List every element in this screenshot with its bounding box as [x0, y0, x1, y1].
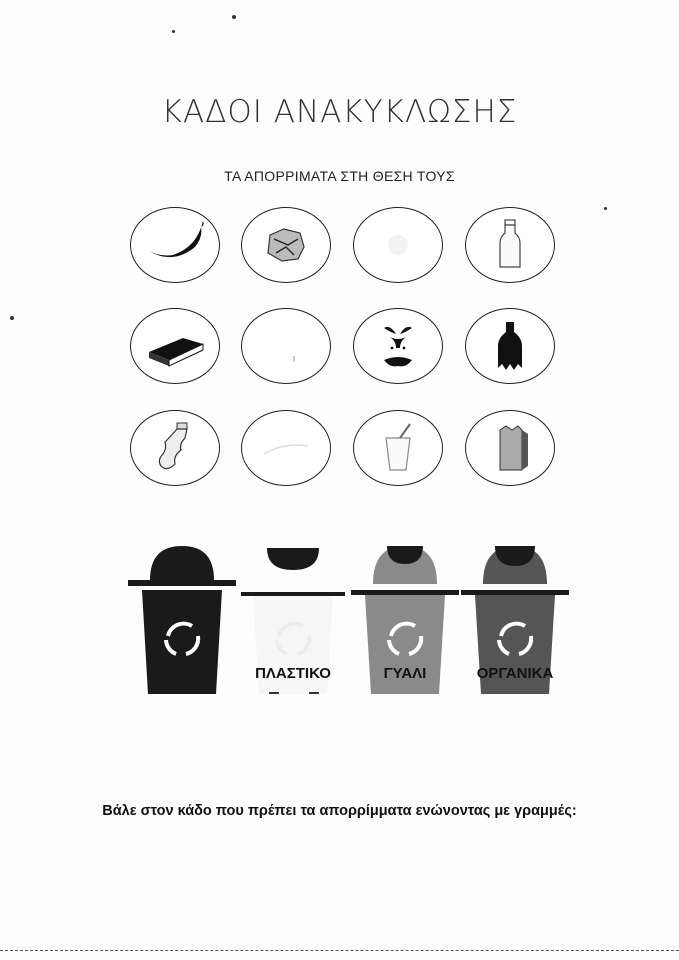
banana-peel-icon [143, 217, 207, 273]
apple-core-icon [366, 318, 430, 374]
bin-label-glass: ΓΥΑΛΙ [383, 665, 427, 682]
bin-label-organic: ΟΡΓΑΝΙΚΑ [476, 665, 554, 682]
faded-item-icon [254, 420, 318, 476]
waste-item-faded-3[interactable] [241, 410, 331, 486]
waste-item-paper-bag[interactable] [465, 410, 555, 486]
paper-bag-icon [478, 420, 542, 476]
bottom-scan-line [0, 950, 679, 951]
waste-item-plastic-cup[interactable] [353, 410, 443, 486]
waste-item-apple-core[interactable] [353, 308, 443, 384]
broken-bottle-icon [478, 318, 542, 374]
waste-item-faded-2[interactable] [241, 308, 331, 384]
scan-speck [232, 15, 236, 19]
scan-speck [10, 316, 14, 320]
waste-item-glass-bottle[interactable] [465, 207, 555, 283]
plastic-bottle-icon [143, 420, 207, 476]
crumpled-paper-icon [254, 217, 318, 273]
instruction-text: Βάλε στον κάδο που πρέπει τα απορρίμματα ενώνοντας με γραμμές: [102, 803, 577, 819]
scan-speck [604, 207, 607, 210]
page-subtitle: ΤΑ ΑΠΟΡΡΙΜΑΤΑ ΣΤΗ ΘΕΣΗ ΤΟΥΣ [224, 168, 455, 184]
waste-item-book[interactable] [130, 308, 220, 384]
waste-item-banana-peel[interactable] [130, 207, 220, 283]
bin-label-plastic: ΠΛΑΣΤΙΚΟ [255, 665, 331, 682]
faded-item-icon [254, 318, 318, 374]
glass-bottle-icon [478, 217, 542, 273]
waste-item-broken-bottle[interactable] [465, 308, 555, 384]
waste-item-crumpled-paper[interactable] [241, 207, 331, 283]
bin-general[interactable] [128, 540, 236, 700]
scan-speck [172, 30, 175, 33]
waste-item-plastic-bottle[interactable] [130, 410, 220, 486]
plastic-cup-icon [366, 420, 430, 476]
page-title: ΚΑΔΟΙ ΑΝΑΚΥΚΛΩΣΗΣ [161, 94, 518, 130]
book-icon [143, 318, 207, 374]
waste-item-faded-1[interactable] [353, 207, 443, 283]
faded-item-icon [366, 217, 430, 273]
